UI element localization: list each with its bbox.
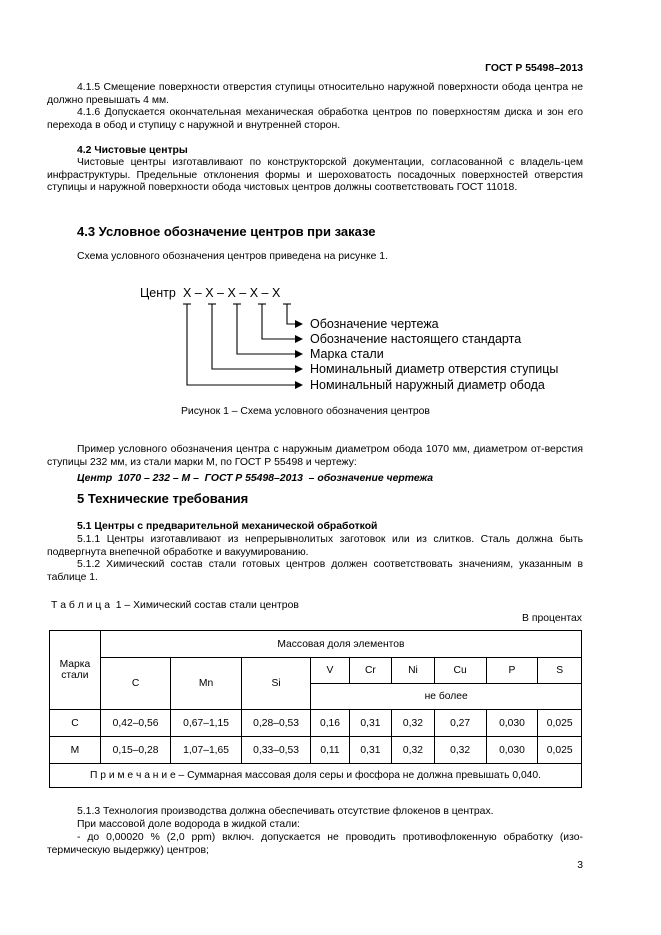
heading-4-2: 4.2 Чистовые центры (77, 145, 188, 156)
paragraph-hydrogen: При массовой доле водорода в жидкой стали: (77, 819, 300, 830)
cell-value: 0,025 (538, 737, 582, 764)
cell-value: 0,42–0,56 (100, 710, 171, 737)
diagram-code: X – X – X – X – X (183, 286, 281, 300)
paragraph-5-1-2: 5.1.2 Химический состав стали готовых центров должен соответствовать значениям, указанным в таблице 1. (47, 559, 583, 583)
page-number: 3 (577, 860, 583, 871)
paragraph-5-1-1: 5.1.1 Центры изготавливают из непрерывнолитых заготовок или из слитков. Сталь должна быть подвергнута внепечной обработке и вакуумированию. (47, 534, 583, 558)
cell-value: 0,025 (538, 710, 582, 737)
cell-value: 0,32 (392, 710, 435, 737)
arrow-2 (262, 304, 302, 339)
cell-value: 0,15–0,28 (100, 737, 171, 764)
paragraph-4-3: Схема условного обозначения центров приведена на рисунке 1. (77, 251, 388, 262)
col-header-s: S (538, 658, 582, 684)
col-header-mn: Mn (171, 658, 242, 710)
cell-value: 0,33–0,53 (241, 737, 310, 764)
col-header-ni: Ni (392, 658, 435, 684)
col-header-si: Si (241, 658, 310, 710)
diagram-label-drawing: Обозначение чертежа (310, 317, 439, 331)
table-units: В процентах (522, 613, 582, 624)
cell-value: 1,07–1,65 (171, 737, 242, 764)
col-header-cu: Cu (434, 658, 486, 684)
cell-grade: С (50, 710, 101, 737)
table-row (50, 710, 582, 737)
table-row (50, 737, 582, 764)
chemical-composition-table (49, 630, 582, 788)
cell-value: 0,27 (434, 710, 486, 737)
diagram-label-standard: Обозначение настоящего стандарта (310, 332, 522, 346)
cell-value: 0,32 (392, 737, 435, 764)
col-header-cr: Cr (349, 658, 392, 684)
paragraph-4-2: Чистовые центры изготавливают по конструкторской документации, согласованной с владель-цем инфраструктуры. Предельные отклонения формы и шероховатость посадочных поверхностей отверстия ступицы и наружной поверхности обода чистовых центров должны соответствовать ГОСТ 11018. (47, 157, 583, 194)
diagram-word: Центр (140, 286, 176, 300)
paragraph-4-1-5: 4.1.5 Смещение поверхности отверстия ступицы относительно наружной поверхности обода центра не должно превышать 4 мм. (47, 82, 583, 106)
arrow-5 (187, 304, 302, 385)
arrow-3 (237, 304, 302, 354)
heading-5-1: 5.1 Центры с предварительной механической обработкой (77, 521, 378, 532)
cell-value: 0,31 (349, 737, 392, 764)
cell-value: 0,030 (486, 737, 538, 764)
grade-header: Марка стали (50, 631, 101, 710)
example-code: Центр 1070 – 232 – М – ГОСТ Р 55498–2013 – обозначение чертежа (77, 473, 434, 484)
table-note: П р и м е ч а н и е – Суммарная массовая доля серы и фосфора не должна превышать 0,040. (50, 764, 582, 788)
paragraph-flake-treatment: - до 0,00020 % (2,0 ppm) включ. допускается не проводить противофлокенную обработку (изо-термическую выдержку) центров; (47, 832, 583, 856)
table-caption: Т а б л и ц а 1 – Химический состав стали центров (51, 600, 299, 611)
document-id-header: ГОСТ Р 55498–2013 (485, 63, 583, 74)
cell-grade: М (50, 737, 101, 764)
col-header-p: P (486, 658, 538, 684)
cell-value: 0,28–0,53 (241, 710, 310, 737)
cell-value: 0,67–1,15 (171, 710, 242, 737)
not-more-header: не более (311, 684, 582, 710)
heading-4-3: 4.3 Условное обозначение центров при заказе (77, 224, 376, 239)
cell-value: 0,31 (349, 710, 392, 737)
col-header-v: V (311, 658, 349, 684)
arrow-4 (212, 304, 302, 369)
cell-value: 0,11 (311, 737, 349, 764)
diagram-label-rim-diameter: Номинальный наружный диаметр обода (310, 378, 545, 392)
arrow-1 (287, 304, 302, 324)
cell-value: 0,16 (311, 710, 349, 737)
cell-value: 0,030 (486, 710, 538, 737)
paragraph-5-1-3: 5.1.3 Технология производства должна обеспечивать отсутствие флокенов в центрах. (77, 806, 494, 817)
paragraph-4-1-6: 4.1.6 Допускается окончательная механическая обработка центров по поверхностям диска и зон его перехода в обод и ступицу с наружной и внутренней сторон. (47, 107, 583, 131)
mass-fraction-header: Массовая доля элементов (100, 631, 581, 658)
figure-caption: Рисунок 1 – Схема условного обозначения центров (181, 406, 430, 417)
cell-value: 0,32 (434, 737, 486, 764)
diagram-label-hub-bore: Номинальный диаметр отверстия ступицы (310, 362, 559, 376)
heading-5: 5 Технические требования (77, 491, 249, 506)
example-paragraph: Пример условного обозначения центра с наружным диаметром обода 1070 мм, диаметром от-верстия ступицы 232 мм, из стали марки М, по ГОСТ Р 55498 и чертежу: (47, 444, 583, 468)
diagram-label-steel-grade: Марка стали (310, 347, 384, 361)
col-header-c: C (100, 658, 171, 710)
